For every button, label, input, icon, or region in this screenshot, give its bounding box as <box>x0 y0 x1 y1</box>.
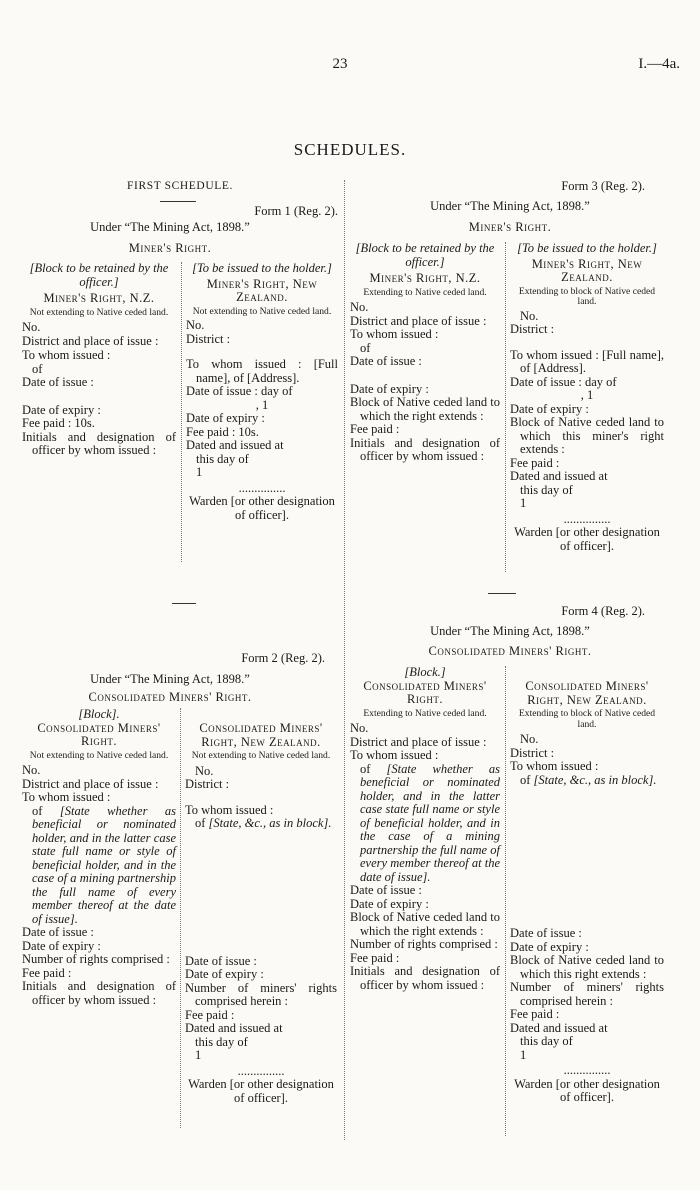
form1-heading: Miner's Right. <box>128 241 212 255</box>
form2-block-title: Consolidated Miners' Right. <box>37 720 161 748</box>
form3-block-title: Miner's Right, N.Z. <box>369 271 481 285</box>
form4-block-date-expiry: Date of expiry : <box>350 896 429 911</box>
form1-right-fee: Fee paid : 10s. <box>186 424 259 439</box>
form1-right-dated: Dated and issued at <box>186 438 284 452</box>
form2-right-restriction: Not extending to Native ceded land. <box>191 750 331 761</box>
form2-act: Under “The Mining Act, 1898.” <box>90 672 250 686</box>
form3-right-note: [To be issued to the holder.] <box>517 241 657 255</box>
form1-right-warden <box>186 495 338 522</box>
form3-block-district: District and place of issue : <box>350 313 487 328</box>
form1-right-number: No. <box>186 318 205 332</box>
form1-block-title: Miner's Right, N.Z. <box>43 291 155 305</box>
form3-warden-text: Warden [or other designation of officer]. <box>514 525 660 553</box>
form2-block-number: No. <box>22 763 41 777</box>
form2-block-number-rights: Number of rights comprised : <box>22 952 170 966</box>
form1-block-note: [Block to be retained by the officer.] <box>29 261 169 289</box>
form3-column-divider <box>505 242 506 572</box>
form3-right-column <box>510 242 664 553</box>
form2-right-dated: Dated and issued at <box>185 1021 283 1035</box>
form1-block-fee: Fee paid : 10s. <box>22 416 95 430</box>
form4-block-whom: To whom issued : <box>350 748 439 762</box>
form4-right-state <box>510 774 664 788</box>
form2-right-one: 1 <box>195 1048 202 1062</box>
form1-number: Form 1 (Reg. 2). <box>254 204 338 218</box>
form4-right-number-rights: Number of miners' rights comprised herein : <box>510 980 664 1008</box>
form3-act: Under “The Mining Act, 1898.” <box>430 199 590 213</box>
form2-right-whom: To whom issued : <box>185 802 274 817</box>
form1-act: Under “The Mining Act, 1898.” <box>90 220 250 234</box>
form1-column-divider <box>181 262 182 562</box>
form4-block-state <box>350 763 500 885</box>
form2-right-state <box>185 817 337 831</box>
form4-right-restriction: Extending to block of Native ceded land. <box>518 708 656 730</box>
form3-right-fee: Fee paid : <box>510 455 560 470</box>
form3-number: Form 3 (Reg. 2). <box>561 179 645 193</box>
form2-block-date-issue: Date of issue : <box>22 925 94 939</box>
form3-block-of: of <box>360 340 371 355</box>
form3-right-date-issue: Date of issue : day of <box>510 374 617 389</box>
form4-block-initials: Initials and designation of officer by whom issued : <box>350 964 500 992</box>
form2-number: Form 2 (Reg. 2). <box>241 651 325 665</box>
form1-block-date-issue: Date of issue : <box>22 375 94 389</box>
form3-right-one: 1 <box>520 496 527 510</box>
form2-block-restriction: Not extending to Native ceded land. <box>29 749 169 761</box>
form4-right-warden <box>510 1078 664 1105</box>
form4-block-number: No. <box>350 721 369 735</box>
schedule-rule <box>160 201 196 202</box>
form3-right-dots: ............... <box>563 511 611 526</box>
form2-column-divider <box>180 708 181 1128</box>
form2-warden-text: Warden [or other designation of officer]. <box>188 1077 334 1105</box>
form4-right-title: Consolidated Miners' Right, New Zealand. <box>525 679 649 707</box>
form4-right-state-text: [State, &c., as in block]. <box>533 772 657 787</box>
form2-block-state-text: [State whether as beneficial or nominated holder, and in the latter case state full name or style of beneficial holder, and in the case of a mining partnership the full name of every member thereof at the date of issue]. <box>32 803 177 926</box>
form4-block-restriction: Extending to Native ceded land. <box>363 707 487 719</box>
form3-block-restriction: Extending to Native ceded land. <box>363 286 487 298</box>
form2-block-column <box>22 708 176 1007</box>
form2-right-number: No. <box>195 763 214 778</box>
form1-right-title: Miner's Right, New Zealand. <box>206 276 318 304</box>
form1-right-year: , 1 <box>255 397 269 412</box>
form3-block-date-issue: Date of issue : <box>350 354 422 368</box>
form3-block-column <box>350 242 500 464</box>
form2-block-of: of <box>32 803 43 818</box>
form2-block-state <box>22 805 176 927</box>
form4-block-of: of <box>360 761 371 776</box>
form1-block-district: District and place of issue : <box>22 333 159 348</box>
form2-right-this: this day of <box>195 1034 248 1049</box>
form1-right-this: this day of <box>196 451 249 466</box>
form4-heading: Consolidated Miners' Right. <box>428 644 592 658</box>
form2-block-fee: Fee paid : <box>22 965 72 980</box>
form1-block-whom: To whom issued : <box>22 348 111 362</box>
form1-right-column <box>186 262 338 522</box>
form4-number: Form 4 (Reg. 2). <box>561 604 645 618</box>
form4-block-fee: Fee paid : <box>350 950 400 965</box>
form4-right-district: District : <box>510 745 555 760</box>
form2-right-of: of <box>195 816 206 830</box>
form3-block-native: Block of Native ceded land to which the right extends : <box>350 395 500 423</box>
form4-right-date-expiry: Date of expiry : <box>510 939 589 954</box>
form2-block-district: District and place of issue : <box>22 776 159 791</box>
page-title: SCHEDULES. <box>293 140 407 159</box>
form2-block-initials: Initials and designation of officer by whom issued : <box>22 979 176 1007</box>
first-schedule-heading: FIRST SCHEDULE. <box>127 180 233 192</box>
form1-right-whom: To whom issued : [Full name], of [Address]. <box>186 357 338 385</box>
form2-heading: Consolidated Miners' Right. <box>88 690 252 704</box>
form1-right-dots: ............... <box>238 480 286 495</box>
form3-right-date-expiry: Date of expiry : <box>510 401 589 416</box>
form1-block-of: of <box>32 361 43 376</box>
form4-right-whom: To whom issued : <box>510 759 599 773</box>
form2-right-number-rights: Number of miners' rights comprised herein : <box>185 980 337 1008</box>
form4-right-date-issue: Date of issue : <box>510 926 582 940</box>
form3-right-title: Miner's Right, New Zealand. <box>531 256 643 284</box>
form4-right-fee: Fee paid : <box>510 1007 560 1021</box>
form4-block-state-text: [State whether as beneficial or nominated holder, and in the latter case state full name or style of beneficial holder, and in the case of a mining partnership the full name of every member thereof at the date of issue]. <box>360 761 500 884</box>
form1-right-restriction: Not extending to Native ceded land. <box>192 305 332 317</box>
form3-right-year: , 1 <box>580 388 594 402</box>
form2-right-date-issue: Date of issue : <box>185 953 257 968</box>
form1-right-date-issue: Date of issue : day of <box>186 384 293 398</box>
form1-right-note: [To be issued to the holder.] <box>192 261 332 275</box>
form1-warden-text: Warden [or other designation of officer]. <box>189 494 335 522</box>
form4-right-one: 1 <box>520 1047 527 1062</box>
form4-right-number: No. <box>520 732 539 746</box>
form3-right-dated: Dated and issued at <box>510 469 608 483</box>
page-number: 23 <box>332 56 348 72</box>
form4-right-native: Block of Native ceded land to which this right extends : <box>510 953 664 981</box>
form2-right-state-text: [State, &c., as in block]. <box>208 816 332 830</box>
form3-block-number: No. <box>350 300 369 314</box>
form3-heading: Miner's Right. <box>468 220 552 234</box>
form1-right-district: District : <box>186 331 231 346</box>
form3-block-fee: Fee paid : <box>350 422 400 436</box>
form1-end-rule <box>172 603 196 604</box>
form4-block-column <box>350 666 500 992</box>
form3-right-this: this day of <box>520 482 573 497</box>
form4-act: Under “The Mining Act, 1898.” <box>430 624 590 638</box>
form4-right-of: of <box>520 772 531 787</box>
form3-right-district: District : <box>510 322 555 336</box>
form3-right-native: Block of Native ceded land to which this miner's right extends : <box>510 415 664 456</box>
form3-block-date-expiry: Date of expiry : <box>350 381 429 396</box>
form2-right-date-expiry: Date of expiry : <box>185 967 264 981</box>
form4-block-district: District and place of issue : <box>350 734 487 749</box>
form1-block-date-expiry: Date of expiry : <box>22 402 101 417</box>
form4-block-number-rights: Number of rights comprised : <box>350 937 498 951</box>
form3-right-whom: To whom issued : [Full name], of [Address]. <box>510 347 664 375</box>
form3-block-whom: To whom issued : <box>350 327 439 341</box>
form2-right-column <box>185 708 337 1105</box>
form2-right-title: Consolidated Miners' Right, New Zealand. <box>199 721 323 749</box>
form1-right-one: 1 <box>196 465 203 479</box>
form4-right-dated: Dated and issued at <box>510 1020 608 1035</box>
form1-right-date-expiry: Date of expiry : <box>186 411 265 425</box>
form4-right-column <box>510 666 664 1105</box>
form4-block-date-issue: Date of issue : <box>350 883 422 897</box>
form4-block-native: Block of Native ceded land to which the right extends : <box>350 910 500 938</box>
form1-block-number: No. <box>22 320 41 334</box>
form3-block-note: [Block to be retained by the officer.] <box>355 241 495 269</box>
form2-right-district: District : <box>185 777 230 791</box>
form3-right-number: No. <box>520 308 539 323</box>
form1-block-initials: Initials and designation of officer by whom issued : <box>22 429 176 457</box>
form2-block-whom: To whom issued : <box>22 790 111 804</box>
form4-warden-text: Warden [or other designation of officer]. <box>514 1076 660 1104</box>
column-divider <box>344 180 345 1140</box>
document-reference: I.—4a. <box>638 56 680 72</box>
form1-block-restriction: Not extending to Native ceded land. <box>29 306 169 318</box>
form4-right-dots: ............... <box>563 1063 611 1077</box>
form3-end-rule <box>488 593 516 594</box>
form1-block-column <box>22 262 176 458</box>
form3-right-warden <box>510 526 664 553</box>
form4-block-note: [Block.] <box>404 665 446 679</box>
form4-block-title: Consolidated Miners' Right. <box>363 678 487 706</box>
form3-block-initials: Initials and designation of officer by whom issued : <box>350 435 500 463</box>
form2-right-fee: Fee paid : <box>185 1007 235 1022</box>
form2-right-dots: ............... <box>237 1063 285 1078</box>
form2-right-warden <box>185 1078 337 1105</box>
form4-column-divider <box>505 666 506 1136</box>
form2-block-date-expiry: Date of expiry : <box>22 938 101 953</box>
form2-block-note: [Block]. <box>78 707 120 721</box>
form3-right-restriction: Extending to block of Native ceded land. <box>518 285 656 307</box>
form4-right-this: this day of <box>520 1034 573 1048</box>
